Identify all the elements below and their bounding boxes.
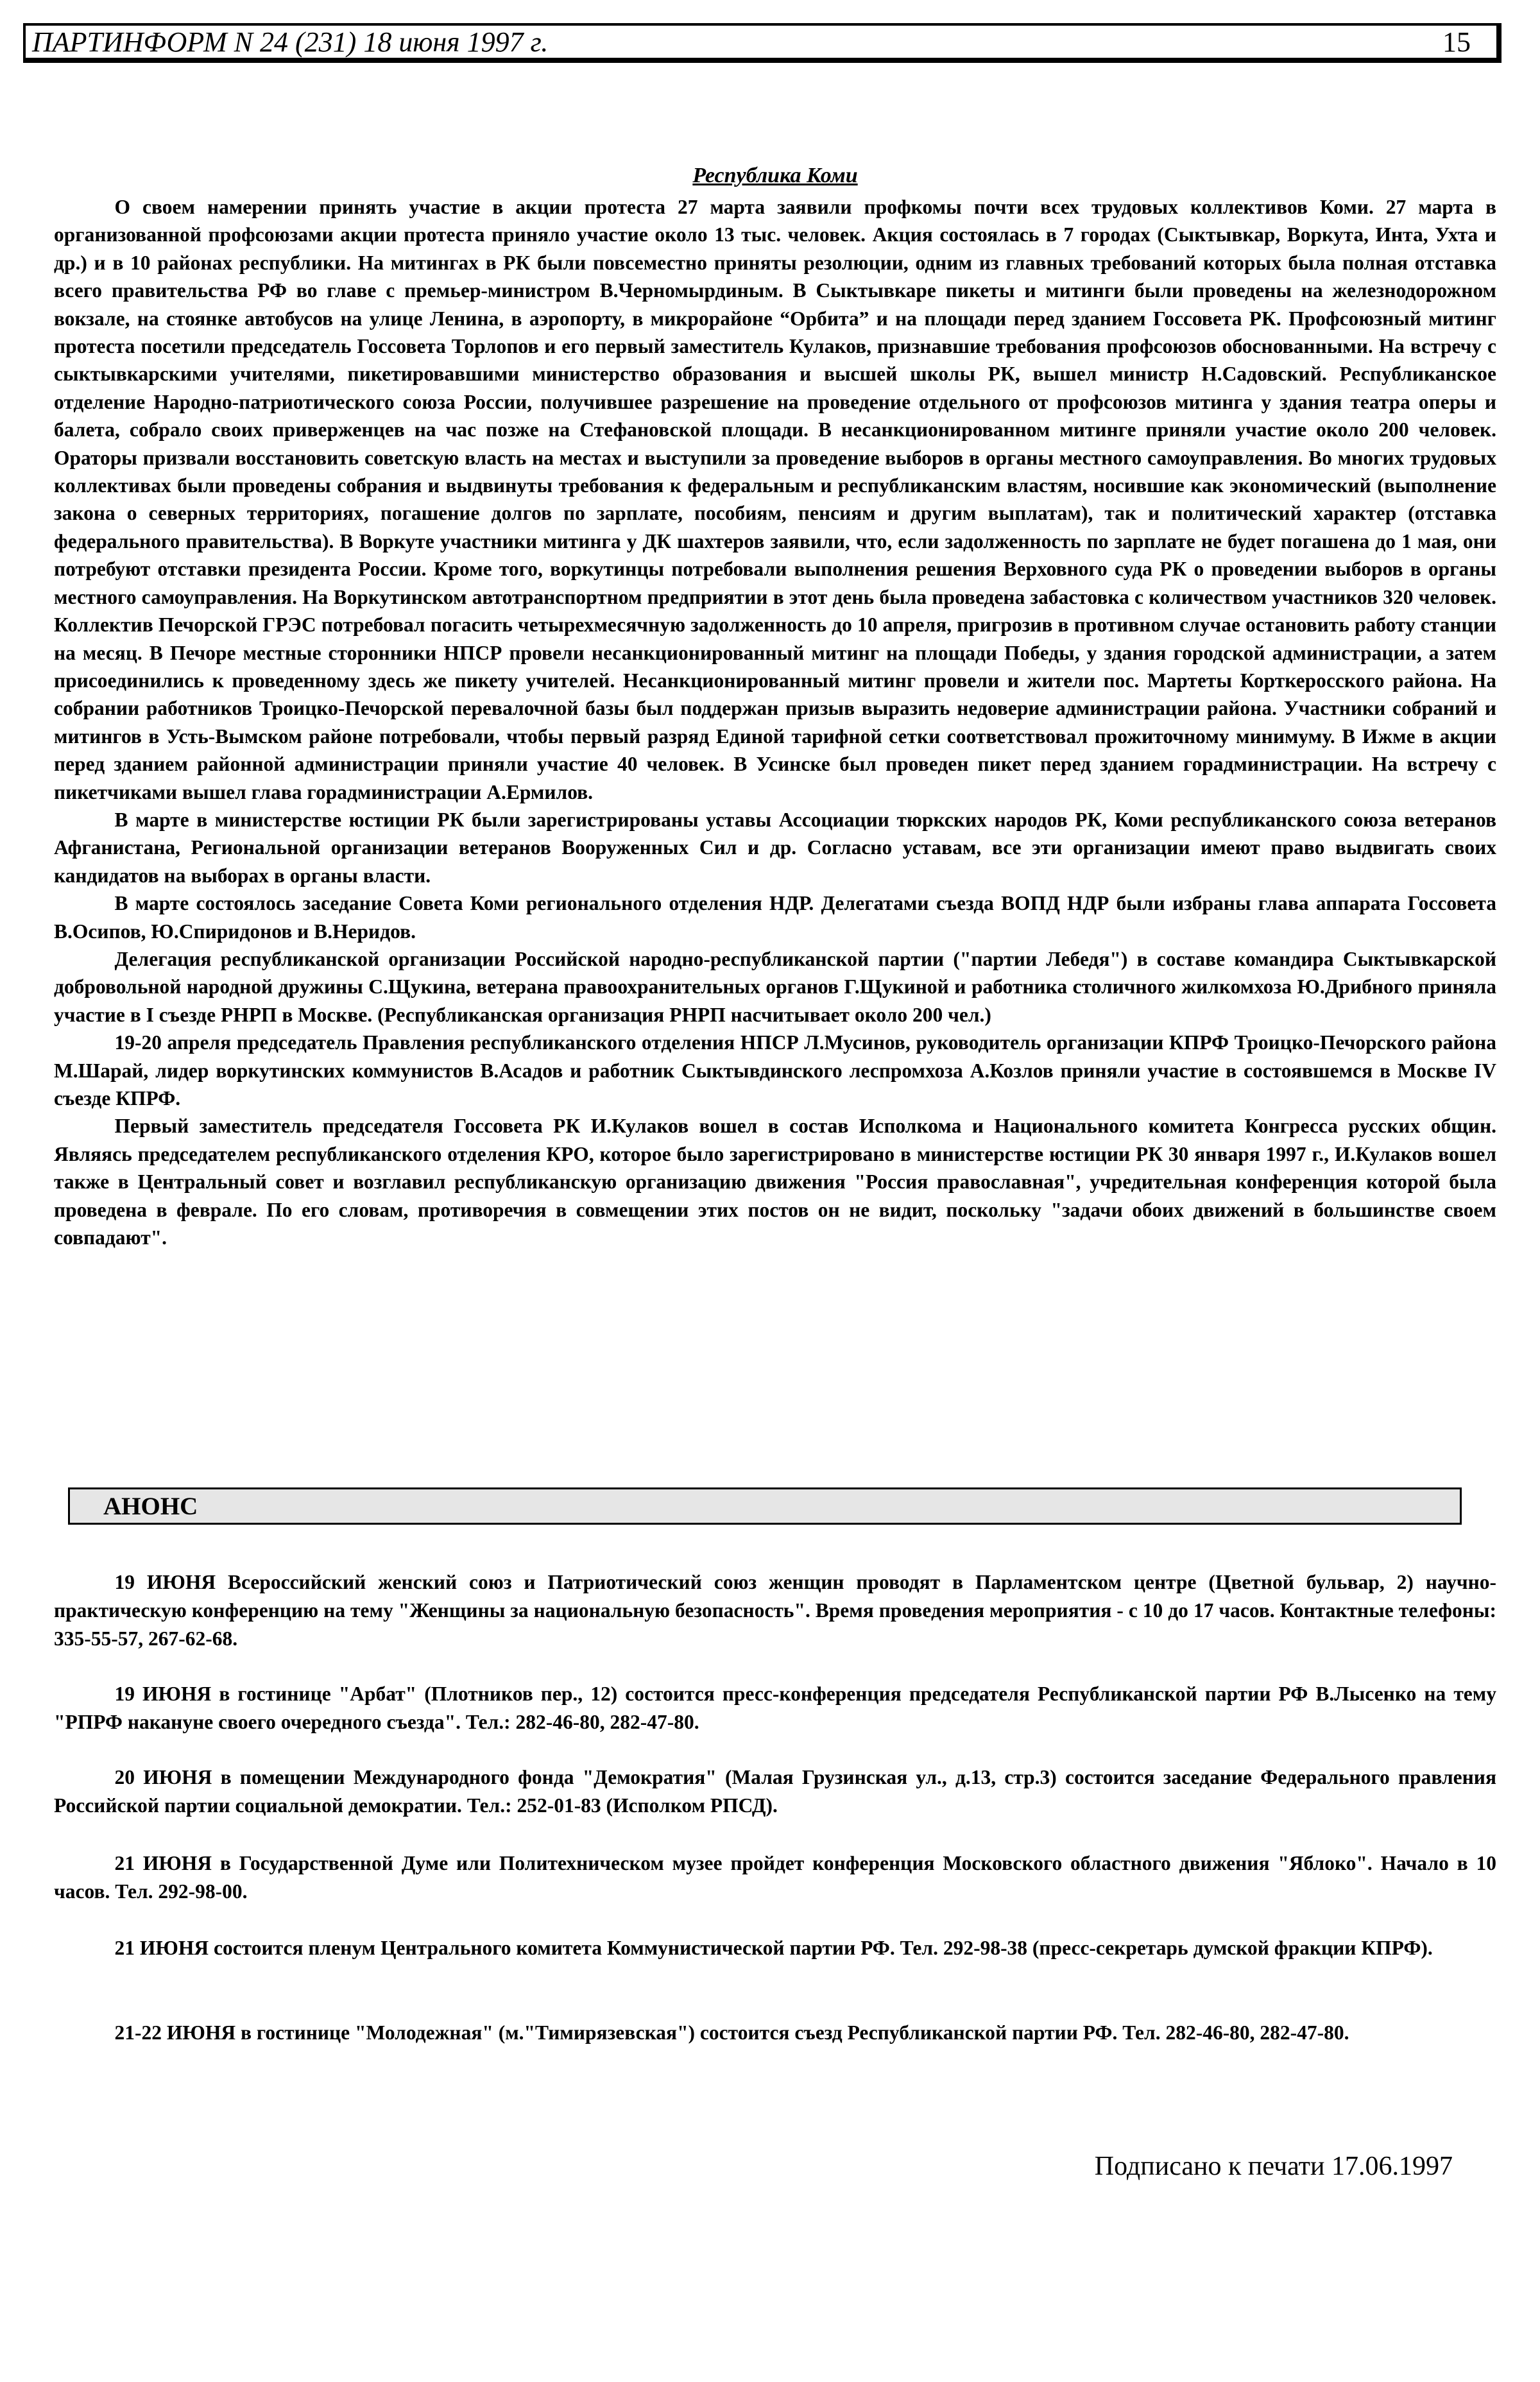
article-paragraph: 19-20 апреля председатель Правления республиканского отделения НПСР Л.Мусинов, руководитель организации КПРФ Троицко-Печорского района М.Шарай, лидер воркутинских коммунистов В.Асадов и работник Сыктывдинского леспромхоза А.Козлов приняли участие в состоявшемся в Москве IV съезде КПРФ.	[54, 1031, 1496, 1110]
announcement-item: 20 ИЮНЯ в помещении Международного фонда "Демократия" (Малая Грузинская ул., д.13, стр.3) состоится заседание Федерального правления Российской партии социальной демократии. Тел.: 252-01-83 (Исполком РПСД).	[54, 1766, 1496, 1817]
anons-label: АНОНС	[103, 1492, 198, 1520]
signed-for-print: Подписано к печати 17.06.1997	[1094, 2152, 1453, 2181]
article-paragraph: Первый заместитель председателя Госсовета РК И.Кулаков вошел в состав Исполкома и Национального комитета Конгресса русских общин. Являясь председателем республиканского отделения КРО, которое было зарегистрировано в министерстве юстиции РК 30 января 1997 г., И.Кулаков вошел также в Центральный совет и возглавил республиканскую организацию движения "Россия православная", учредительная конференция которой была проведена в феврале. По его словам, противоречия в совмещении этих постов он не видит, поскольку "задачи обоих движений в большинстве своем совпадают".	[54, 1115, 1496, 1249]
article-paragraph: В марте состоялось заседание Совета Коми регионального отделения НДР. Делегатами съезда ВОПД НДР были избраны глава аппарата Госсовета В.Осипов, Ю.Спиридонов и В.Неридов.	[54, 892, 1496, 943]
article-title: Республика Коми	[692, 164, 858, 187]
article-paragraph: О своем намерении принять участие в акции протеста 27 марта заявили профкомы почти всех трудовых коллективов Коми. 27 марта в организованной профсоюзами акции протеста приняло участие около 13 тыс. человек. Акция состоялась в 7 городах (Сыктывкар, Воркута, Инта, Ухта и др.) и в 10 районах республики. На митингах в РК были повсеместно приняты резолюции, одним из главных требований которых была полная отставка всего правительства РФ во главе с премьер-министром В.Черномырдиным. В Сыктывкаре пикеты и митинги были проведены на железнодорожном вокзале, на стоянке автобусов на улице Ленина, в аэропорту, в микрорайоне “Орбита” и на площади перед зданием Госсовета РК. Профсоюзный митинг протеста посетили председатель Госсовета Торлопов и его первый заместитель Кулаков, признавшие требования профсоюзов обоснованными. На встречу с сыктывкарскими учителями, пикетировавшими министерство образования и высшей школы РК, вышел министр Н.Садовский. Республиканское отделение Народно-патриотического союза России, получившее разрешение на проведение отдельного от профсоюзов митинга у здания театра оперы и балета, собрало своих приверженцев на час позже на Стефановской площади. В несанкционированном митинге приняли участие около 200 человек. Ораторы призвали восстановить советскую власть на местах и выступили за проведение выборов в органы местного самоуправления. Во многих трудовых коллективах были проведены собрания и выдвинуты требования к федеральным и республиканским властям, носившие как экономический (выполнение закона о северных территориях, погашение долгов по зарплате, пособиям, пенсиям и другим выплатам), так и политический характер (отставка федерального правительства). В Воркуте участники митинга у ДК шахтеров заявили, что, если задолженность по зарплате не будет погашена до 1 мая, они потребуют отставки президента России. Кроме того, воркутинцы потребовали выполнения решения Верховного суда РК о проведении выборов в органы местного самоуправления. На Воркутинском автотранспортном предприятии в этот день была проведена забастовка с количеством участников 320 человек. Коллектив Печорской ГРЭС потребовал погасить четырехмесячную задолженность до 10 апреля, пригрозив в противном случае остановить работу станции на месяц. В Печоре местные сторонники НПСР провели несанкционированный митинг на площади Победы, у здания городской администрации, а затем присоединились к проведенному здесь же пикету учителей. Несанкционированный митинг провели и жители пос. Мартеты Корткеросского района. На собрании работников Троицко-Печорской перевалочной базы был поддержан призыв выразить недоверие администрации района. Участники собраний и митингов в Усть-Вымском районе потребовали, чтобы первый разряд Единой тарифной сетки соответствовал прожиточному минимуму. В Ижме в акции перед зданием районной администрации приняли участие 40 человек. В Усинске был проведен пикет перед зданием горадминистрации. На встречу с пикетчиками вышел глава горадминистрации А.Ермилов.	[54, 196, 1496, 803]
publication-title: ПАРТИНФОРМ N 24 (231) 18 июня 1997 г.	[32, 26, 549, 58]
article-paragraph: В марте в министерстве юстиции РК были зарегистрированы уставы Ассоциации тюркских народов РК, Коми республиканского союза ветеранов Афганистана, Региональной организации ветеранов Вооруженных Сил и др. Согласно уставам, все эти организации имеют право выдвигать своих кандидатов на выборах в органы власти.	[54, 808, 1496, 887]
article-paragraph: Делегация республиканской организации Российской народно-республиканской партии ("партии Лебедя") в составе командира Сыктывкарской добровольной народной дружины С.Щукина, ветерана правоохранительных органов Г.Щукиной и работника столичного жилкомхоза Ю.Дрибного приняла участие в I съезде РНРП в Москве. (Республиканская организация РНРП насчитывает около 200 чел.)	[54, 947, 1496, 1026]
page-number: 15	[1442, 26, 1471, 58]
announcement-item: 19 ИЮНЯ Всероссийский женский союз и Патриотический союз женщин проводят в Парламентском центре (Цветной бульвар, 2) научно-практическую конференцию на тему "Женщины за национальную безопасность". Время проведения мероприятия - с 10 до 17 часов. Контактные телефоны: 335-55-57, 267-62-68.	[54, 1571, 1496, 1650]
announcement-item: 19 ИЮНЯ в гостинице "Арбат" (Плотников пер., 12) состоится пресс-конференция председателя Республиканской партии РФ В.Лысенко на тему "РПРФ накануне своего очередного съезда". Тел.: 282-46-80, 282-47-80.	[54, 1683, 1496, 1733]
anons-heading	[68, 1487, 1462, 1525]
announcement-item: 21 ИЮНЯ состоится пленум Центрального комитета Коммунистической партии РФ. Тел. 292-98-38 (пресс-секретарь думской фракции КПРФ).	[114, 1937, 1433, 1959]
page-header	[23, 23, 1502, 63]
article-komi	[54, 162, 1496, 1251]
announcement-item: 21-22 ИЮНЯ в гостинице "Молодежная" (м."Тимирязевская") состоится съезд Республиканской партии РФ. Тел. 282-46-80, 282-47-80.	[114, 2021, 1349, 2044]
announcement-item: 21 ИЮНЯ в Государственной Думе или Политехническом музее пройдет конференция Московского областного движения "Яблоко". Начало в 10 часов. Тел. 292-98-00.	[54, 1852, 1496, 1903]
